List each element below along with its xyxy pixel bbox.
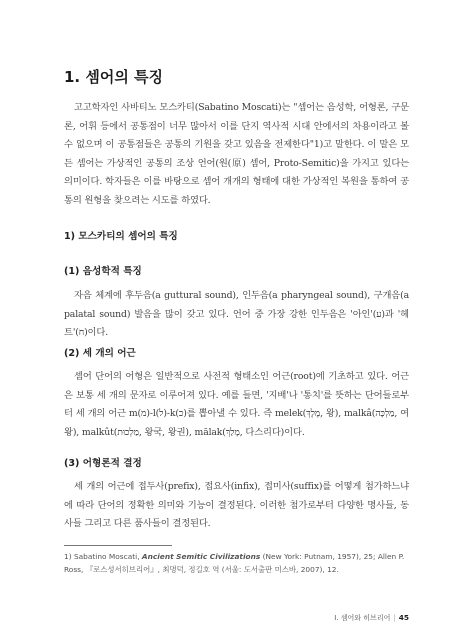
footnote-book-title: Ancient Semitic Civilizations (141, 552, 261, 561)
subsection-text-phonetic: 자음 체계에 후두음(a guttural sound), 인두음(a pharyngeal sound), 구개음(a palatal sound) 발음을 많이 갖고 있다. 언어 중 가장 강한 인두음은 '아인'(ע)과 '헤트'(ח)이다. (64, 290, 409, 338)
subsection-paragraph-morphology (64, 478, 409, 534)
subsection-paragraph-roots (64, 368, 409, 442)
footnote-marker: 1) (64, 552, 72, 561)
subsection-heading-phonetic: (1) 음성학적 특징 (64, 266, 142, 277)
footer-section-title: I. 셈어와 히브리어 (334, 614, 391, 622)
subsection-paragraph-phonetic (64, 287, 409, 343)
footnote (64, 551, 409, 576)
running-footer (334, 613, 409, 623)
intro-paragraph-text: 고고학자인 사바티노 모스카티(Sabatino Moscati)는 "셈어는 음성학, 어형론, 구문론, 어휘 등에서 공통점이 너무 많아서 이를 단지 역사적 시대 안에서의 차용이라고 볼 수 없으며 이 공통점들은 공통의 기원을 갖고 있음을 전제한다"1)고 말한다. 이 말은 모든 셈어는 가상적인 공통의 조상 언어(원(原) 셈어, Proto-Semitic)을 가지고 있다는 의미이다. 학자들은 이를 바탕으로 셈어 개개의 형태에 대한 가상적인 복원을 통하여 공통의 원형을 찾으려는 시도를 하였다. (64, 102, 409, 206)
subsection-text-morphology: 세 개의 어근에 접두사(prefix), 접요사(infix), 접미사(suffix)를 어떻게 첨가하느냐에 따라 단어의 정확한 의미와 기능이 결정된다. 이러한 첨가로부터 다양한 명사들, 동사들 그리고 다른 품사들이 결정된다. (64, 481, 409, 529)
chapter-title: 1. 셈어의 특징 (64, 68, 164, 86)
footer-separator: | (393, 614, 396, 622)
footnote-rest: (New York: Putnam, 1957), 25; Allen P. Ross, 『로스성서히브리어』, 최명덕, 정길호 역 (서울: 도서출판 미스바, 2007), 12. (64, 552, 405, 574)
footnote-divider (64, 545, 172, 546)
footnote-author: Sabatino Moscati, (73, 552, 140, 561)
subsection-text-roots: 셈어 단어의 어형은 일반적으로 사전적 형태소인 어근(root)에 기초하고 있다. 어근은 보통 세 개의 문자로 이루어져 있다. 예를 들면, '지배'나 '통치'를 뜻하는 단어들로부터 세 개의 어근 m(מ)-l(ל)-k(כ)를 뽑아낼 수 있다. 즉 melek(מֶלֶךְ, 왕), malkâ(מַלְכָּה, 여왕), malkût(מַלְכוּת, 왕국, 왕권), mālak(מָלַךְ, 다스리다)이다. (64, 371, 409, 438)
section-heading: 1) 모스카티의 셈어의 특징 (64, 231, 178, 242)
subsection-heading-roots: (2) 세 개의 어근 (64, 348, 136, 359)
subsection-heading-morphology: (3) 어형론적 결정 (64, 458, 142, 469)
page-number: 45 (398, 613, 409, 622)
intro-paragraph (64, 99, 409, 210)
